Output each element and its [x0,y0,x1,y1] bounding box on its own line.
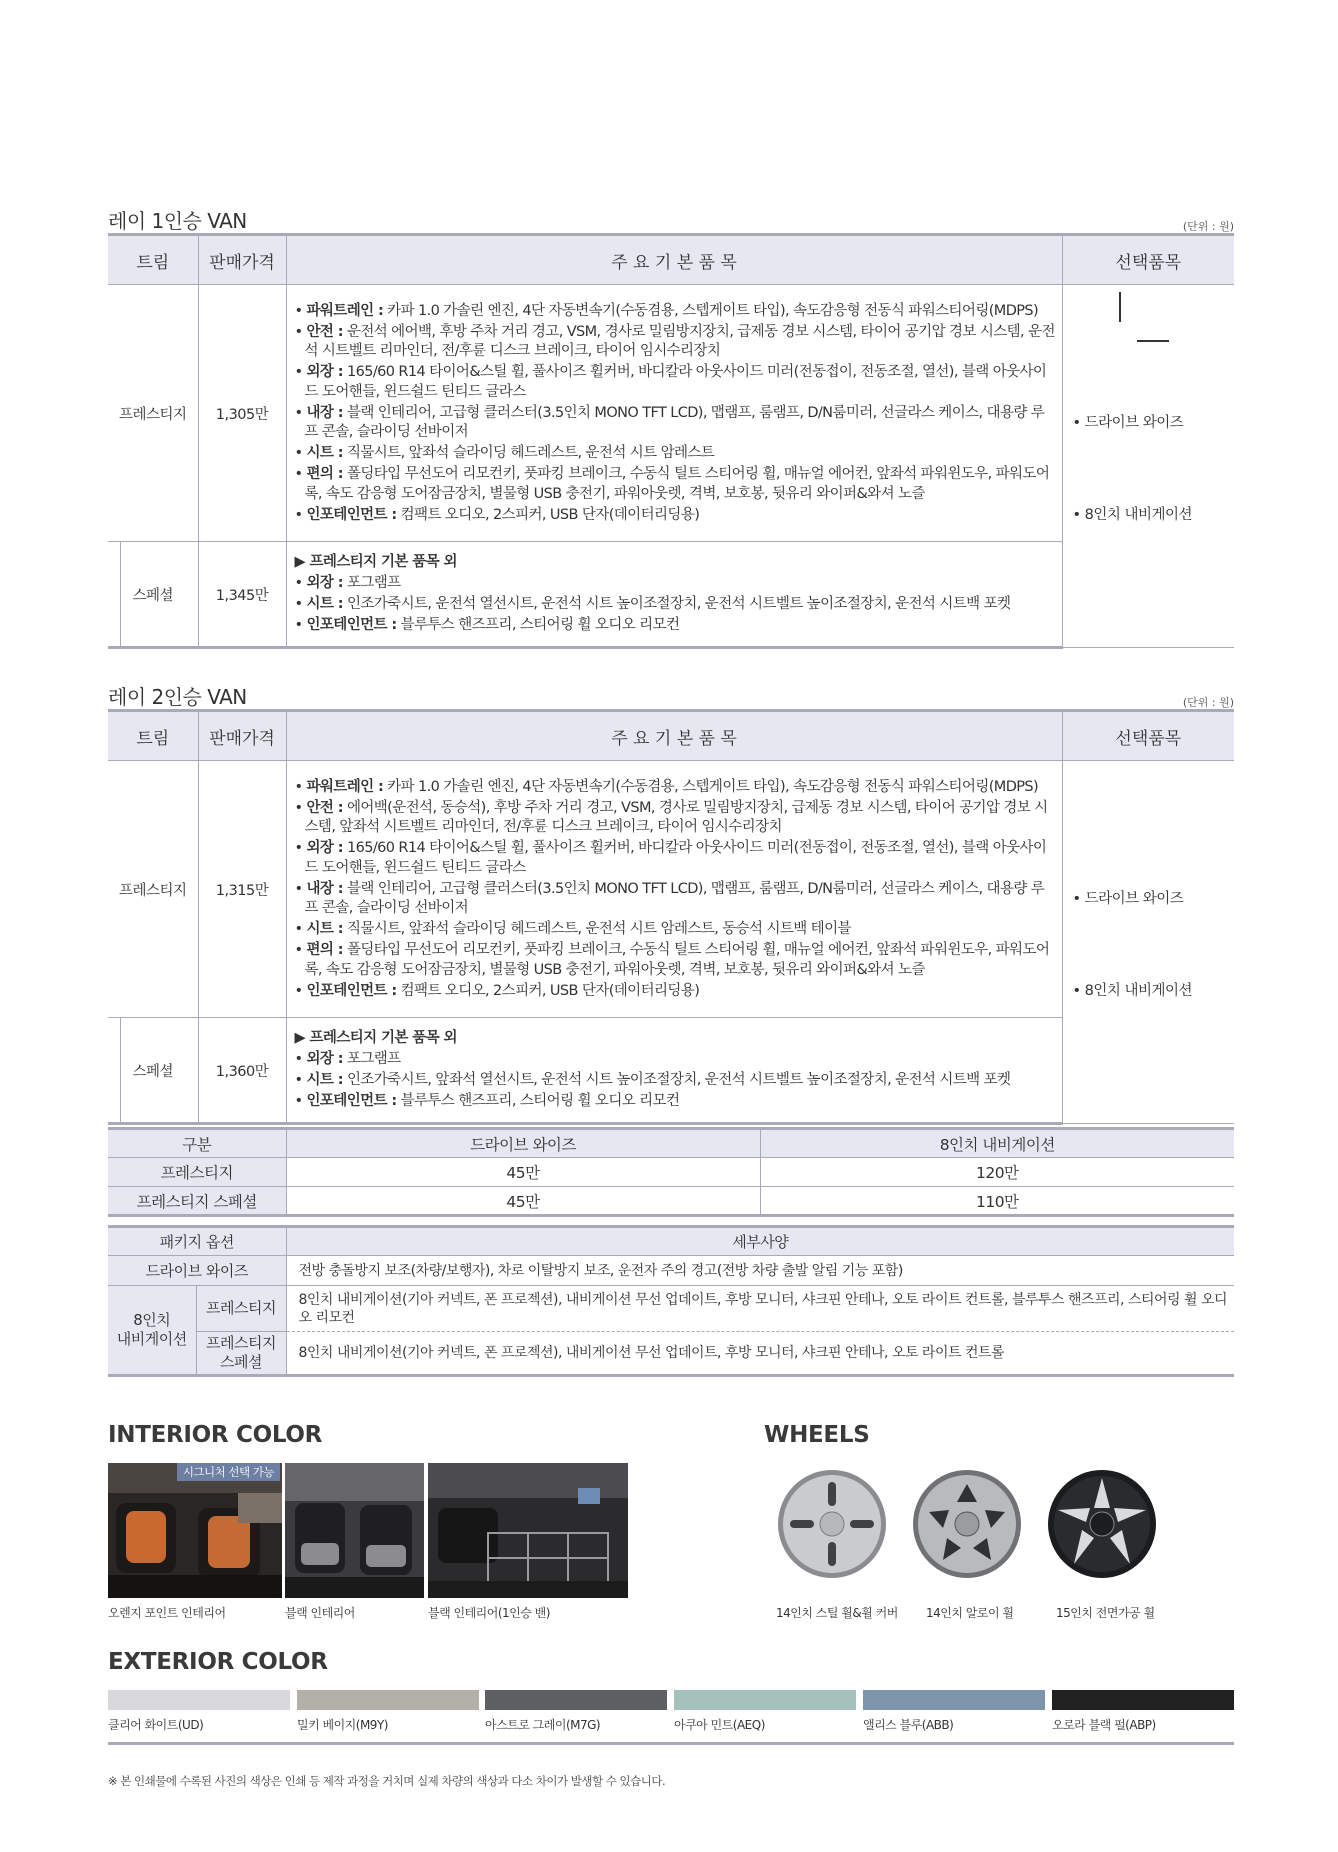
list-item: • 외장 : 165/60 R14 타이어&스틸 휠, 풀사이즈 휠커버, 바디칼라 아웃사이드 미러(전동접이, 전동조절, 열선), 블랙 아웃사이드 도어핸들, 윈드쉴드 틴티드 글라스 [294,364,1047,400]
pkg-navi-special-label: 프레스티지 스페셜 [196,1332,286,1376]
pkg-header-option: 패키지 옵션 [108,1227,286,1256]
price-prestige: 1,305만 [198,285,286,542]
trim-prestige: 프레스티지 [108,285,198,542]
interior-photo-black-van [428,1463,628,1598]
swatch-aqua-mint [674,1690,856,1710]
swatch-caption: 앨리스 블루(ABB) [863,1718,954,1732]
exterior-title: EXTERIOR COLOR [108,1649,328,1675]
pkg-navi-label: 8인치 내비게이션 [108,1286,196,1376]
special-items [286,1018,1062,1124]
wheel-caption-2: 14인치 알로이 휠 [926,1606,1014,1620]
special-items [286,542,1062,648]
list-item: • 시트 : 인조가죽시트, 운전석 열선시트, 운전석 시트 높이조절장치, 운전석 시트벨트 높이조절장치, 운전석 시트백 포켓 [294,596,1011,612]
header-trim: 트림 [108,711,198,761]
trim-special: 스페셜 [108,542,198,648]
wheel-15-inch-image [1046,1468,1158,1580]
price-prestige: 1,315만 [198,761,286,1018]
table-row [108,1187,1234,1216]
header-price: 판매가격 [198,235,286,285]
list-item: • 편의 : 폴딩타입 무선도어 리모컨키, 풋파킹 브레이크, 수동식 틸트 스티어링 휠, 매뉴얼 에어컨, 앞좌석 파워윈도우, 파워도어록, 속도 감응형 도어잠금장치, 별물형 USB 충전기, 파워아웃렛, 격벽, 보호봉, 뒷유리 와이퍼&와셔 노즐 [294,466,1050,502]
list-item: • 안전 : 운전석 에어백, 후방 주차 거리 경고, VSM, 경사로 밀림방지장치, 급제동 경보 시스템, 타이어 공기압 경보 시스템, 운전석 시트벨트 리마인더, 전/후륜 디스크 브레이크, 타이어 임시수리장치 [294,323,1055,359]
table-row [108,1158,1234,1187]
pkg-navi-prestige-label: 프레스티지 [196,1286,286,1332]
list-item: • 파워트레인 : 카파 1.0 가솔린 엔진, 4단 자동변속기(수동겸용, 스텝게이트 타입), 속도감응형 전동식 파워스티어링(MDPS) [294,778,1039,795]
interior-caption-1: 오렌지 포인트 인테리어 [108,1606,226,1620]
list-item: • 시트 : 인조가죽시트, 앞좌석 열선시트, 운전석 시트 높이조절장치, 운전석 시트벨트 높이조절장치, 운전석 시트백 포켓 [294,1072,1011,1088]
prestige-items [286,761,1062,1018]
special-lead: ▶ 프레스티지 기본 품목 외 [294,554,457,570]
interior-photo-black [285,1463,424,1598]
list-item: • 인포테인먼트 : 컴팩트 오디오, 2스피커, USB 단자(데이터리딩용) [294,506,700,523]
pkg-header-spec: 세부사양 [286,1227,1234,1256]
list-item: • 파워트레인 : 카파 1.0 가솔린 엔진, 4단 자동변속기(수동겸용, 스텝게이트 타입), 속도감응형 전동식 파워스티어링(MDPS) [294,302,1039,319]
price-cell: 120만 [760,1158,1234,1187]
pkg-drive-wise-text: 전방 충돌방지 보조(차량/보행자), 차로 이탈방지 보조, 운전자 주의 경고(전방 차량 출발 알림 기능 포함) [286,1256,1234,1286]
pkg-navi-prestige-text: 8인치 내비게이션(기아 커넥트, 폰 프로젝션), 내비게이션 무선 업데이트, 후방 모니터, 샤크핀 안테나, 오토 라이트 컨트롤, 블루투스 핸즈프리, 스티어링 휠 오디오 리모컨 [286,1286,1234,1332]
swatch-astro-grey [485,1690,667,1710]
price-header-navigation: 8인치 내비게이션 [760,1129,1234,1158]
prestige-items [286,285,1062,542]
list-item: • 외장 : 포그램프 [294,575,401,591]
swatch-caption: 밀키 베이지(M9Y) [297,1718,388,1732]
price-header-drive-wise: 드라이브 와이즈 [286,1129,760,1158]
swatch-caption: 아쿠아 민트(AEQ) [674,1718,765,1732]
pkg-drive-wise-label: 드라이브 와이즈 [108,1256,286,1286]
list-item: • 내장 : 블랙 인테리어, 고급형 클러스터(3.5인치 MONO TFT LCD), 맵램프, 룸램프, D/N룸미러, 선글라스 케이스, 대용량 루프 콘솔, 슬라이딩 선바이저 [294,404,1045,440]
decor-line [1137,340,1169,342]
interior-caption-3: 블랙 인테리어(1인승 밴) [428,1606,550,1620]
header-items: 주 요 기 본 품 목 [286,235,1062,285]
list-item: • 외장 : 포그램프 [294,1051,401,1067]
swatch-caption: 오로라 블랙 펄(ABP) [1052,1718,1156,1732]
list-item: • 편의 : 폴딩타입 무선도어 리모컨키, 풋파킹 브레이크, 수동식 틸트 스티어링 휠, 매뉴얼 에어컨, 앞좌석 파워윈도우, 파워도어록, 속도 감응형 도어잠금장치, 별물형 USB 충전기, 파워아웃렛, 격벽, 보호봉, 뒷유리 와이퍼&와셔 노즐 [294,942,1050,978]
list-item: • 시트 : 직물시트, 앞좌석 슬라이딩 헤드레스트, 운전석 시트 암레스트, 동승석 시트백 테이블 [294,921,851,937]
swatch-caption: 클리어 화이트(UD) [108,1718,204,1732]
table-row [108,1286,1234,1332]
header-items: 주 요 기 본 품 목 [286,711,1062,761]
interior-orange-image [108,1463,282,1598]
header-options: 선택품목 [1062,711,1234,761]
list-item: • 인포테인먼트 : 컴팩트 오디오, 2스피커, USB 단자(데이터리딩용) [294,982,700,999]
van2-title: 레이 2인승 VAN [108,685,247,709]
swatch-clear-white [108,1690,290,1710]
interior-van-image [428,1463,628,1598]
table-row [108,1332,1234,1376]
price-row-label: 프레스티지 [108,1158,286,1187]
list-item: • 내장 : 블랙 인테리어, 고급형 클러스터(3.5인치 MONO TFT LCD), 맵램프, 룸램프, D/N룸미러, 선글라스 케이스, 대용량 루프 콘솔, 슬라이딩 선바이저 [294,880,1045,916]
wheel-caption-3: 15인치 전면가공 휠 [1056,1606,1155,1620]
interior-black-image [285,1463,424,1598]
pkg-navi-special-text: 8인치 내비게이션(기아 커넥트, 폰 프로젝션), 내비게이션 무선 업데이트, 후방 모니터, 샤크핀 안테나, 오토 라이트 컨트롤 [286,1332,1234,1376]
price-special: 1,360만 [198,1018,286,1124]
list-item: • 시트 : 직물시트, 앞좌석 슬라이딩 헤드레스트, 운전석 시트 암레스트 [294,445,715,461]
swatch-milky-beige [297,1690,479,1710]
trim-special: 스페셜 [108,1018,198,1124]
swatch-caption: 아스트로 그레이(M7G) [485,1718,601,1732]
options-cell [1062,285,1234,648]
decor-line [1119,292,1121,322]
price-cell: 110만 [760,1187,1234,1216]
table-row [108,1256,1234,1286]
header-options: 선택품목 [1062,235,1234,285]
wheel-caption-1: 14인치 스틸 휠&휠 커버 [776,1606,898,1620]
van1-unit: (단위 : 원) [1182,220,1234,233]
special-lead: ▶ 프레스티지 기본 품목 외 [294,1030,457,1046]
van2-spec-table [108,709,1234,1125]
option-navigation: • 8인치 내비게이션 [1072,983,1193,999]
list-item: • 인포테인먼트 : 블루투스 핸즈프리, 스티어링 휠 오디오 리모컨 [294,1093,680,1109]
price-cell: 45만 [286,1187,760,1216]
van1-title: 레이 1인승 VAN [108,209,247,233]
wheel-alloy-image [911,1468,1023,1580]
option-price-table [108,1127,1234,1217]
interior-photo-orange [108,1463,282,1598]
wheel-steel-cover-image [776,1468,888,1580]
list-item: • 외장 : 165/60 R14 타이어&스틸 휠, 풀사이즈 휠커버, 바디칼라 아웃사이드 미러(전동접이, 전동조절, 열선), 블랙 아웃사이드 도어핸들, 윈드쉴드 틴티드 글라스 [294,840,1047,876]
price-header-category: 구분 [108,1129,286,1158]
price-cell: 45만 [286,1158,760,1187]
trim-prestige: 프레스티지 [108,761,198,1018]
signature-badge: 시그니처 선택 가능 [177,1463,280,1481]
interior-title: INTERIOR COLOR [108,1422,323,1448]
swatch-aurora-black-pearl [1052,1690,1234,1710]
price-special: 1,345만 [198,542,286,648]
options-cell [1062,761,1234,1124]
van2-unit: (단위 : 원) [1182,696,1234,709]
list-item: • 안전 : 에어백(운전석, 동승석), 후방 주차 거리 경고, VSM, 경사로 밀림방지장치, 급제동 경보 시스템, 타이어 공기압 경보 시스템, 앞좌석 시트벨트 리마인더, 전/후륜 디스크 브레이크, 타이어 임시수리장치 [294,799,1048,835]
footnote: ※ 본 인쇄물에 수록된 사진의 색상은 인쇄 등 제작 과정을 거치며 실제 차량의 색상과 다소 차이가 발생할 수 있습니다. [108,1774,666,1788]
header-trim: 트림 [108,235,198,285]
header-price: 판매가격 [198,711,286,761]
divider [108,1742,1234,1745]
interior-caption-2: 블랙 인테리어 [285,1606,355,1620]
van1-spec-table [108,233,1234,649]
list-item: • 인포테인먼트 : 블루투스 핸즈프리, 스티어링 휠 오디오 리모컨 [294,617,680,633]
price-row-label: 프레스티지 스페셜 [108,1187,286,1216]
swatch-alice-blue [863,1690,1045,1710]
package-table [108,1225,1234,1377]
option-drive-wise: • 드라이브 와이즈 [1072,415,1184,431]
wheels-title: WHEELS [764,1422,870,1448]
option-drive-wise: • 드라이브 와이즈 [1072,891,1184,907]
option-navigation: • 8인치 내비게이션 [1072,507,1193,523]
